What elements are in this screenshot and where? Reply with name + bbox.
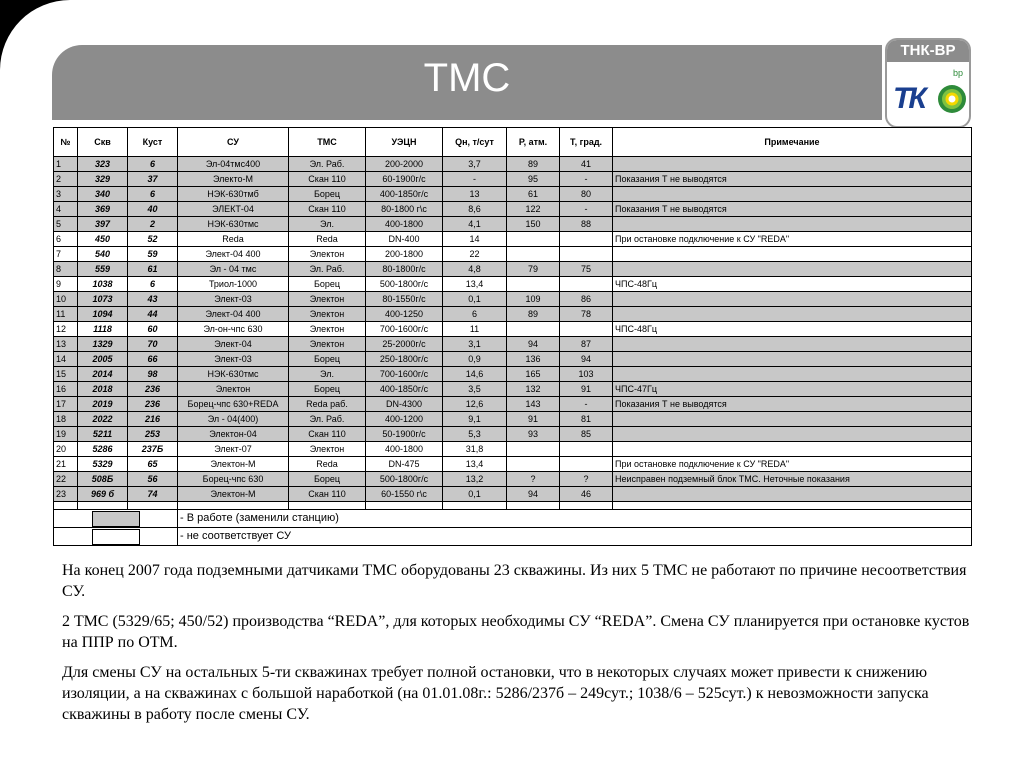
table-cell: 150 (507, 217, 560, 232)
table-cell: 80-1800г/с (366, 262, 443, 277)
table-row (54, 262, 972, 277)
table-cell: Борец (289, 472, 366, 487)
table-cell: 61 (128, 262, 178, 277)
table-cell: 700-1600г/с (366, 367, 443, 382)
table-cell: 61 (507, 187, 560, 202)
spacer-row (54, 502, 972, 510)
legend-label: - не соответствует СУ (178, 528, 972, 546)
table-cell: 3,5 (443, 382, 507, 397)
table-cell: 500-1800г/с (366, 277, 443, 292)
column-header: № (54, 128, 78, 157)
table-cell: 4,8 (443, 262, 507, 277)
table-cell: 13,4 (443, 277, 507, 292)
table-row (54, 232, 972, 247)
table-cell: При остановке подключение к СУ "REDA" (613, 457, 972, 472)
table-cell: 0,9 (443, 352, 507, 367)
table-cell: 25-2000г/с (366, 337, 443, 352)
table-cell (560, 232, 613, 247)
table-cell: ? (560, 472, 613, 487)
table-cell: 60-1900г/с (366, 172, 443, 187)
table-cell: Элект-04 (178, 337, 289, 352)
table-cell: 14,6 (443, 367, 507, 382)
table-cell: Эл. Раб. (289, 412, 366, 427)
table-row (54, 487, 972, 502)
table-cell (613, 442, 972, 457)
table-cell: 11 (443, 322, 507, 337)
paragraph: 2 ТМС (5329/65; 450/52) производства “REDA”, для которых необходимы СУ “REDA”. Смена СУ планируется при остановке кустов на ППР по ОТМ. (62, 613, 970, 651)
column-header: Т, град. (560, 128, 613, 157)
table-cell: 200-2000 (366, 157, 443, 172)
table-cell: 78 (560, 307, 613, 322)
table-cell: 10 (54, 292, 78, 307)
table-cell: Эл. (289, 217, 366, 232)
table-cell: Скан 110 (289, 172, 366, 187)
table-cell: 500-1800г/с (366, 472, 443, 487)
table-cell: 80-1550г/с (366, 292, 443, 307)
table-cell: 103 (560, 367, 613, 382)
table-cell: 4,1 (443, 217, 507, 232)
table-cell: 21 (54, 457, 78, 472)
table-cell: DN-475 (366, 457, 443, 472)
table-cell: НЭК-630тмб (178, 187, 289, 202)
table-cell: 369 (78, 202, 128, 217)
table-cell (613, 427, 972, 442)
table-cell: 200-1800 (366, 247, 443, 262)
table-cell: 85 (560, 427, 613, 442)
table-cell: 37 (128, 172, 178, 187)
legend-label: - В работе (заменили станцию) (178, 510, 972, 528)
table-cell: 6 (54, 232, 78, 247)
table-cell: DN-400 (366, 232, 443, 247)
column-header: Скв (78, 128, 128, 157)
table-row (54, 187, 972, 202)
table-cell (507, 232, 560, 247)
table-cell: 12,6 (443, 397, 507, 412)
table-cell: 74 (128, 487, 178, 502)
table-cell: 81 (560, 412, 613, 427)
table-row (54, 307, 972, 322)
table-row (54, 367, 972, 382)
table-cell: 75 (560, 262, 613, 277)
table-cell: 11 (54, 307, 78, 322)
table-cell: 1329 (78, 337, 128, 352)
table-cell: 20 (54, 442, 78, 457)
table-cell: 70 (128, 337, 178, 352)
table-cell: 3 (54, 187, 78, 202)
table-row (54, 397, 972, 412)
table-cell: 94 (507, 337, 560, 352)
table-cell (613, 157, 972, 172)
table-cell (507, 277, 560, 292)
table-cell: 80 (560, 187, 613, 202)
table-cell: 2014 (78, 367, 128, 382)
table-cell: 9 (54, 277, 78, 292)
table-cell: 1073 (78, 292, 128, 307)
table-cell: 2022 (78, 412, 128, 427)
table-cell: ЧПС-48Гц (613, 322, 972, 337)
table-cell (507, 442, 560, 457)
table-cell: 50-1900г/с (366, 427, 443, 442)
slide-title: ТМС (423, 56, 511, 100)
table-cell: 700-1600г/с (366, 322, 443, 337)
table-cell: 136 (507, 352, 560, 367)
table-cell: Борец (289, 277, 366, 292)
table-cell: 65 (128, 457, 178, 472)
table-cell: 132 (507, 382, 560, 397)
table-cell: 2005 (78, 352, 128, 367)
table-row (54, 277, 972, 292)
table-cell: 0,1 (443, 292, 507, 307)
table-cell: 165 (507, 367, 560, 382)
table-row (54, 412, 972, 427)
table-cell: НЭК-630тмс (178, 367, 289, 382)
table-cell: 6 (128, 277, 178, 292)
table-cell: 6 (128, 187, 178, 202)
table-cell: 13,2 (443, 472, 507, 487)
table-cell: 60-1550 г\с (366, 487, 443, 502)
table-cell: 17 (54, 397, 78, 412)
table-cell: 5 (54, 217, 78, 232)
table-cell: 5,3 (443, 427, 507, 442)
logo-wordmark: ТНК-ВР (887, 40, 969, 62)
table-cell: 13,4 (443, 457, 507, 472)
table-cell: 86 (560, 292, 613, 307)
table-cell: Электон (289, 307, 366, 322)
table-cell (560, 277, 613, 292)
table-cell: 40 (128, 202, 178, 217)
table-cell: 122 (507, 202, 560, 217)
table-cell: 6 (443, 307, 507, 322)
table-row (54, 217, 972, 232)
bp-helios-icon (937, 84, 967, 114)
table-cell (613, 292, 972, 307)
table-cell: 6 (128, 157, 178, 172)
table-cell: 98 (128, 367, 178, 382)
table-cell: Скан 110 (289, 202, 366, 217)
table-cell: 23 (54, 487, 78, 502)
table-cell: 2 (54, 172, 78, 187)
table-row (54, 337, 972, 352)
table-cell: 329 (78, 172, 128, 187)
table-cell: 559 (78, 262, 128, 277)
table-cell: 46 (560, 487, 613, 502)
table-row (54, 247, 972, 262)
table-cell: Элект-03 (178, 292, 289, 307)
table-cell: 508Б (78, 472, 128, 487)
table-cell: 59 (128, 247, 178, 262)
table-cell: 16 (54, 382, 78, 397)
column-header: СУ (178, 128, 289, 157)
table-cell: 450 (78, 232, 128, 247)
table-row (54, 457, 972, 472)
table-cell: Триол-1000 (178, 277, 289, 292)
table-cell: ЧПС-48Гц (613, 277, 972, 292)
table-cell: Эл-04тмс400 (178, 157, 289, 172)
table-cell: 3,1 (443, 337, 507, 352)
table-cell (613, 367, 972, 382)
table-cell (507, 322, 560, 337)
table-cell: 323 (78, 157, 128, 172)
table-cell: 250-1800г/с (366, 352, 443, 367)
table-cell: 1038 (78, 277, 128, 292)
table-cell: 0,1 (443, 487, 507, 502)
table-cell: 66 (128, 352, 178, 367)
table-row (54, 292, 972, 307)
table-cell: 93 (507, 427, 560, 442)
table-cell: 969 б (78, 487, 128, 502)
table-cell: - (560, 202, 613, 217)
table-cell (613, 337, 972, 352)
table-cell: 95 (507, 172, 560, 187)
table-cell: Борец-чпс 630+REDA (178, 397, 289, 412)
table-cell: Неисправен подземный блок ТМС. Неточные показания (613, 472, 972, 487)
column-header: Qн, т/сут (443, 128, 507, 157)
table-cell: 1094 (78, 307, 128, 322)
table-cell: 41 (560, 157, 613, 172)
table-cell: Эл - 04(400) (178, 412, 289, 427)
table-cell: Электон-М (178, 457, 289, 472)
table-cell: - (560, 172, 613, 187)
table-cell: Борец (289, 382, 366, 397)
table-cell: 340 (78, 187, 128, 202)
table-cell (613, 307, 972, 322)
table-cell: 400-1800 (366, 217, 443, 232)
table-cell (507, 247, 560, 262)
column-header: ТМС (289, 128, 366, 157)
table-cell: 22 (443, 247, 507, 262)
table-row (54, 427, 972, 442)
table-cell: При остановке подключение к СУ "REDA" (613, 232, 972, 247)
table-cell: 18 (54, 412, 78, 427)
legend-row (54, 510, 972, 528)
table-cell: 3,7 (443, 157, 507, 172)
table-cell: Электон (289, 442, 366, 457)
table-cell: 400-1250 (366, 307, 443, 322)
table-cell: 253 (128, 427, 178, 442)
table-cell: 400-1850г/с (366, 382, 443, 397)
table-cell: 8 (54, 262, 78, 277)
column-header: Примечание (613, 128, 972, 157)
table-cell: 89 (507, 307, 560, 322)
table-cell: 9,1 (443, 412, 507, 427)
table-cell: Скан 110 (289, 427, 366, 442)
table-cell (613, 412, 972, 427)
table-cell: 43 (128, 292, 178, 307)
table-cell: 88 (560, 217, 613, 232)
title-bar (52, 45, 882, 120)
table-cell: Показания Т не выводятся (613, 202, 972, 217)
paragraph: На конец 2007 года подземными датчиками ТМС оборудованы 23 скважины. Из них 5 ТМС не работают по причине несоответствия СУ. (62, 562, 967, 600)
table-cell: 400-1200 (366, 412, 443, 427)
table-cell: Эл. Раб. (289, 157, 366, 172)
table-cell: Электон (289, 247, 366, 262)
table-cell: ЭЛЕКТ-04 (178, 202, 289, 217)
body-text (62, 560, 982, 734)
table-cell: 19 (54, 427, 78, 442)
table-cell: Электон-М (178, 487, 289, 502)
table-cell: 2 (128, 217, 178, 232)
table-cell: Скан 110 (289, 487, 366, 502)
table-cell: 7 (54, 247, 78, 262)
table-cell: Эл - 04 тмс (178, 262, 289, 277)
table-row (54, 472, 972, 487)
table-cell: 13 (443, 187, 507, 202)
table-cell (613, 247, 972, 262)
table-cell: Эл-он-чпс 630 (178, 322, 289, 337)
tms-table (53, 127, 972, 546)
table-cell: 44 (128, 307, 178, 322)
table-cell: 94 (507, 487, 560, 502)
table-cell (613, 262, 972, 277)
table-cell: Электон (178, 382, 289, 397)
table-row (54, 202, 972, 217)
table-cell: Показания Т не выводятся (613, 172, 972, 187)
table-cell: 91 (560, 382, 613, 397)
table-cell: 400-1850г/с (366, 187, 443, 202)
table-cell: 5286 (78, 442, 128, 457)
table-cell: Элект-03 (178, 352, 289, 367)
table-cell: ЧПС-47Гц (613, 382, 972, 397)
table-cell: Эл. (289, 367, 366, 382)
column-header: Куст (128, 128, 178, 157)
table-row (54, 172, 972, 187)
table-cell: 31,8 (443, 442, 507, 457)
table-row (54, 322, 972, 337)
table-header-row (54, 128, 972, 157)
table-cell: DN-4300 (366, 397, 443, 412)
table-cell: Борец (289, 352, 366, 367)
logo-bp-text: bp (953, 68, 964, 78)
table-cell (560, 457, 613, 472)
table-cell: 22 (54, 472, 78, 487)
table-cell: 94 (560, 352, 613, 367)
table-cell: 236 (128, 397, 178, 412)
tms-table-container (53, 127, 971, 552)
table-cell: Электон (289, 292, 366, 307)
paragraph: Для смены СУ на остальных 5-ти скважинах требует полной остановки, что в некоторых случаях может привести к снижению изоляции, а на скважинах с большой наработкой (на 01.01.08г.: 5286/237б – 249сут.; 1038/6 – 525сут.) к невозможности запуска скважины в работу после смены СУ. (62, 664, 929, 723)
table-cell: 397 (78, 217, 128, 232)
table-cell: Элект-07 (178, 442, 289, 457)
legend-row (54, 528, 972, 546)
column-header: Р, атм. (507, 128, 560, 157)
table-cell (613, 352, 972, 367)
table-cell: Борец-чпс 630 (178, 472, 289, 487)
table-cell: 12 (54, 322, 78, 337)
table-cell: 14 (443, 232, 507, 247)
table-cell (560, 322, 613, 337)
table-cell: 216 (128, 412, 178, 427)
legend-swatch-white (92, 529, 140, 545)
table-cell: 8,6 (443, 202, 507, 217)
table-cell: 14 (54, 352, 78, 367)
table-row (54, 157, 972, 172)
table-cell: 4 (54, 202, 78, 217)
company-logo (885, 38, 971, 128)
table-cell: 5211 (78, 427, 128, 442)
table-row (54, 352, 972, 367)
table-cell: 56 (128, 472, 178, 487)
table-cell: 52 (128, 232, 178, 247)
table-row (54, 442, 972, 457)
table-cell: 540 (78, 247, 128, 262)
table-cell: Эл. Раб. (289, 262, 366, 277)
table-cell: 13 (54, 337, 78, 352)
table-cell: Reda (289, 457, 366, 472)
table-cell: - (443, 172, 507, 187)
table-cell: 2018 (78, 382, 128, 397)
table-cell: 2019 (78, 397, 128, 412)
table-cell: Элект-04 400 (178, 247, 289, 262)
table-cell: Электо-М (178, 172, 289, 187)
table-cell: Электон-04 (178, 427, 289, 442)
legend-swatch-grey (92, 511, 140, 527)
table-cell: Reda (178, 232, 289, 247)
table-row (54, 382, 972, 397)
table-cell (613, 217, 972, 232)
table-body (54, 157, 972, 546)
table-cell: Электон (289, 337, 366, 352)
table-cell: 80-1800 г\с (366, 202, 443, 217)
table-cell (613, 487, 972, 502)
table-cell: 1118 (78, 322, 128, 337)
table-cell: Элект-04 400 (178, 307, 289, 322)
table-cell: 236 (128, 382, 178, 397)
table-cell: Reda (289, 232, 366, 247)
table-cell: 5329 (78, 457, 128, 472)
column-header: УЭЦН (366, 128, 443, 157)
table-cell: 89 (507, 157, 560, 172)
table-cell: 15 (54, 367, 78, 382)
table-cell: 60 (128, 322, 178, 337)
table-cell (613, 187, 972, 202)
table-cell: НЭК-630тмс (178, 217, 289, 232)
table-cell: 400-1800 (366, 442, 443, 457)
table-cell: 143 (507, 397, 560, 412)
logo-tnk-mark: ТК (893, 82, 924, 115)
table-cell (560, 442, 613, 457)
table-cell (507, 457, 560, 472)
table-cell: 91 (507, 412, 560, 427)
table-cell: Reda раб. (289, 397, 366, 412)
table-cell: 87 (560, 337, 613, 352)
table-cell: 109 (507, 292, 560, 307)
table-cell (560, 247, 613, 262)
table-cell: Электон (289, 322, 366, 337)
table-cell: Показания Т не выводятся (613, 397, 972, 412)
table-cell: 237Б (128, 442, 178, 457)
table-cell: Борец (289, 187, 366, 202)
table-cell: 1 (54, 157, 78, 172)
table-cell: - (560, 397, 613, 412)
table-cell: ? (507, 472, 560, 487)
table-cell: 79 (507, 262, 560, 277)
